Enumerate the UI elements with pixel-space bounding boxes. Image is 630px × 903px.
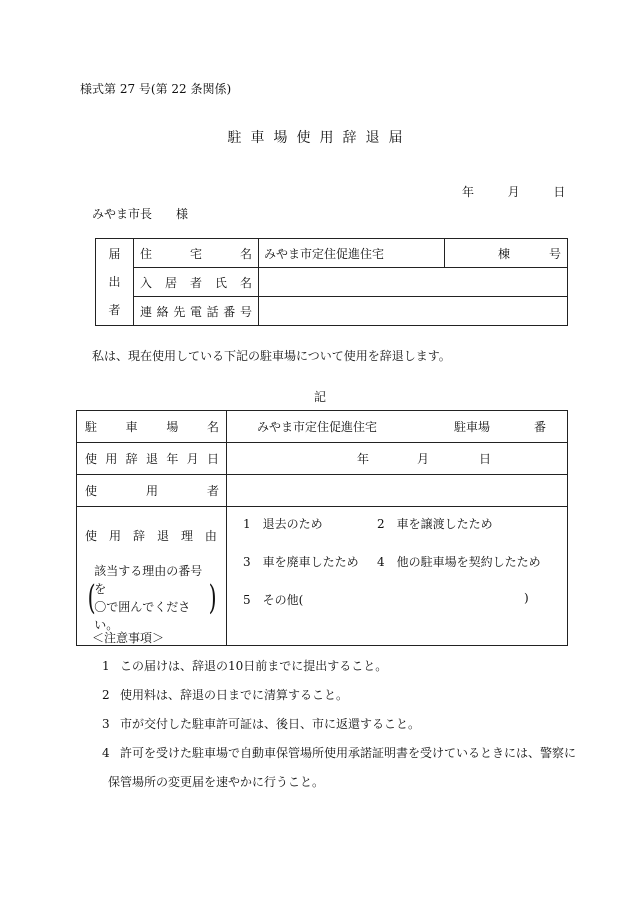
note-item: 2 使用料は、辞退の日までに清算すること。 [102, 688, 349, 702]
reason-option-3[interactable]: 3 車を廃車したため [243, 555, 359, 569]
reason-row [243, 515, 567, 553]
reason-row [243, 553, 567, 591]
withdrawal-date-label: 使 用 辞 退 年 月 日 [77, 443, 227, 475]
reason-note: ( 該当する理由の番号を 〇で囲んでください。 ) [87, 564, 217, 632]
parking-table [76, 410, 568, 646]
document-title: 駐車場使用辞退届 [227, 130, 412, 146]
note-continuation: 保管場所の変更届を速やかに行うこと。 [108, 775, 325, 789]
applicant-group-label: 届 出 者 [96, 239, 134, 326]
user-field[interactable] [227, 475, 568, 507]
reason-options[interactable] [227, 507, 568, 646]
note-item: 4 許可を受けた駐車場で自動車保管場所使用承諾証明書を受けているときには、警察に [102, 746, 577, 760]
date-month: 月 [507, 185, 520, 199]
reason-row [243, 591, 567, 629]
applicant-table [95, 238, 568, 326]
parking-lot-housing: みやま市定住促進住宅 [257, 420, 378, 434]
addressee: みやま市長 様 [92, 207, 189, 221]
parking-lot-number-unit: 番 [534, 420, 547, 434]
notes-heading: ＜注意事項＞ [92, 631, 165, 645]
form-number: 様式第 27 号(第 22 条関係) [80, 82, 232, 96]
ki-marker: 記 [314, 390, 327, 404]
resident-name-label: 入 居 者 氏 名 [134, 268, 259, 297]
resident-name-field[interactable] [259, 268, 568, 297]
parking-lot-suffix: 駐車場 [454, 420, 491, 434]
reason-label-cell: 使 用 辞 退 理 由 ( 該当する理由の番号を 〇で囲んでください。 ) [77, 507, 227, 646]
date-line [462, 183, 565, 200]
reason-option-2[interactable]: 2 車を譲渡したため [377, 517, 493, 531]
note-item: 1 この届けは、辞退の10日前までに提出すること。 [102, 659, 388, 673]
withdrawal-date-field[interactable]: 年 月 日 [227, 443, 568, 475]
phone-field[interactable] [259, 297, 568, 326]
address-label: 住 宅 名 [134, 239, 259, 268]
intro-text: 私は、現在使用している下記の駐車場について使用を辞退します。 [92, 349, 451, 363]
address-value[interactable]: みやま市定住促進住宅 [259, 239, 445, 268]
phone-label: 連 絡 先 電 話 番 号 [134, 297, 259, 326]
reason-option-1[interactable]: 1 退去のため [243, 517, 323, 531]
user-label: 使 用 者 [77, 475, 227, 507]
note-item: 3 市が交付した駐車許可証は、後日、市に返還すること。 [102, 717, 421, 731]
reason-option-4[interactable]: 4 他の駐車場を契約したため [377, 555, 541, 569]
parking-lot-label: 駐 車 場 名 [77, 411, 227, 443]
date-year: 年 [462, 185, 475, 199]
parking-lot-field[interactable] [227, 411, 568, 443]
date-day: 日 [553, 185, 566, 199]
building-number-field[interactable]: 棟 号 [445, 239, 568, 268]
reason-other-close: ) [524, 591, 529, 605]
reason-option-5[interactable]: 5 その他( [243, 593, 304, 607]
